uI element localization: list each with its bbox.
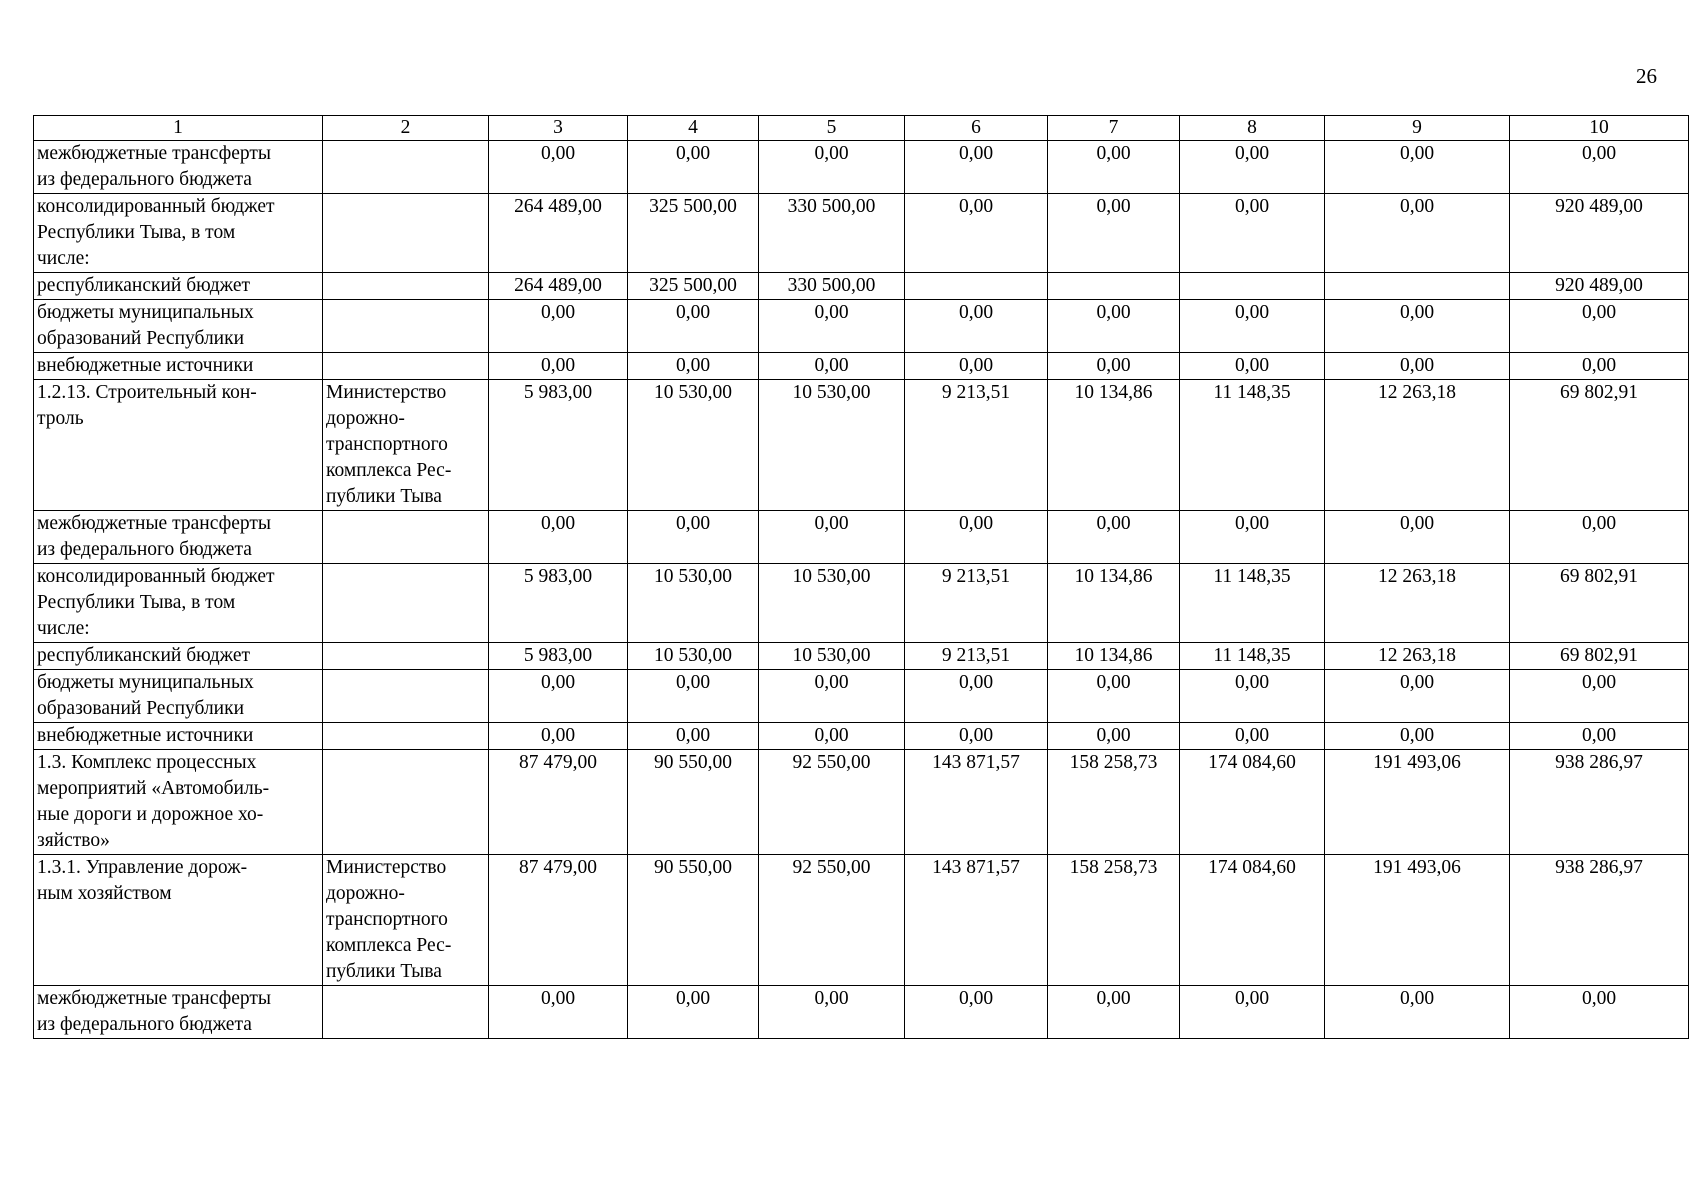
value-cell: 0,00 — [1510, 141, 1689, 194]
responsible-executor — [323, 194, 489, 273]
value-cell: 87 479,00 — [489, 750, 628, 855]
header-cell: 4 — [628, 116, 759, 141]
value-cell: 330 500,00 — [759, 194, 905, 273]
responsible-executor — [323, 723, 489, 750]
value-cell: 0,00 — [1180, 670, 1325, 723]
value-cell: 0,00 — [628, 986, 759, 1039]
value-cell: 0,00 — [1325, 141, 1510, 194]
value-cell: 920 489,00 — [1510, 194, 1689, 273]
value-cell: 938 286,97 — [1510, 750, 1689, 855]
value-cell: 0,00 — [759, 723, 905, 750]
responsible-executor — [323, 564, 489, 643]
value-cell: 0,00 — [1325, 723, 1510, 750]
value-cell: 10 530,00 — [628, 380, 759, 511]
responsible-executor — [323, 750, 489, 855]
responsible-executor — [323, 643, 489, 670]
value-cell: 0,00 — [1180, 194, 1325, 273]
responsible-executor — [323, 511, 489, 564]
value-cell — [1048, 273, 1180, 300]
value-cell: 143 871,57 — [905, 750, 1048, 855]
table-row — [34, 723, 1689, 750]
value-cell: 10 530,00 — [628, 564, 759, 643]
table-row — [34, 564, 1689, 643]
value-cell: 0,00 — [1510, 723, 1689, 750]
row-label: консолидированный бюджет Республики Тыва, в том числе: — [34, 564, 323, 643]
value-cell: 5 983,00 — [489, 380, 628, 511]
responsible-executor — [323, 670, 489, 723]
responsible-executor: Министерство дорожно- транспортного комплекса Рес- публики Тыва — [323, 855, 489, 986]
value-cell: 12 263,18 — [1325, 643, 1510, 670]
value-cell: 92 550,00 — [759, 855, 905, 986]
row-label: межбюджетные трансферты из федерального бюджета — [34, 986, 323, 1039]
value-cell — [905, 273, 1048, 300]
value-cell: 938 286,97 — [1510, 855, 1689, 986]
row-label: 1.3. Комплекс процессных мероприятий «Автомобиль- ные дороги и дорожное хо- зяйство» — [34, 750, 323, 855]
value-cell: 92 550,00 — [759, 750, 905, 855]
value-cell: 0,00 — [628, 141, 759, 194]
value-cell: 325 500,00 — [628, 194, 759, 273]
value-cell: 0,00 — [489, 511, 628, 564]
value-cell: 11 148,35 — [1180, 643, 1325, 670]
value-cell: 11 148,35 — [1180, 564, 1325, 643]
value-cell: 0,00 — [1325, 670, 1510, 723]
row-label: бюджеты муниципальных образований Республики — [34, 670, 323, 723]
value-cell: 5 983,00 — [489, 564, 628, 643]
responsible-executor — [323, 141, 489, 194]
value-cell: 12 263,18 — [1325, 380, 1510, 511]
header-cell: 6 — [905, 116, 1048, 141]
table-row — [34, 273, 1689, 300]
page-number: 26 — [1636, 64, 1657, 88]
value-cell: 0,00 — [905, 723, 1048, 750]
value-cell: 0,00 — [489, 353, 628, 380]
value-cell: 0,00 — [628, 300, 759, 353]
header-cell: 10 — [1510, 116, 1689, 141]
value-cell: 0,00 — [1325, 194, 1510, 273]
value-cell: 0,00 — [905, 141, 1048, 194]
value-cell: 0,00 — [1180, 353, 1325, 380]
value-cell: 0,00 — [759, 511, 905, 564]
value-cell: 158 258,73 — [1048, 750, 1180, 855]
value-cell: 0,00 — [1325, 511, 1510, 564]
value-cell: 10 530,00 — [759, 380, 905, 511]
value-cell: 0,00 — [1180, 300, 1325, 353]
value-cell: 330 500,00 — [759, 273, 905, 300]
value-cell: 0,00 — [1325, 986, 1510, 1039]
value-cell: 11 148,35 — [1180, 380, 1325, 511]
value-cell — [1325, 273, 1510, 300]
value-cell — [1180, 273, 1325, 300]
row-label: 1.2.13. Строительный кон- троль — [34, 380, 323, 511]
value-cell: 0,00 — [1048, 670, 1180, 723]
value-cell: 325 500,00 — [628, 273, 759, 300]
table-row — [34, 300, 1689, 353]
row-label: внебюджетные источники — [34, 723, 323, 750]
value-cell: 143 871,57 — [905, 855, 1048, 986]
table-row — [34, 141, 1689, 194]
row-label: межбюджетные трансферты из федерального бюджета — [34, 141, 323, 194]
value-cell: 0,00 — [628, 353, 759, 380]
value-cell: 0,00 — [489, 723, 628, 750]
responsible-executor — [323, 273, 489, 300]
value-cell: 0,00 — [759, 141, 905, 194]
table-row — [34, 194, 1689, 273]
table-row — [34, 643, 1689, 670]
value-cell: 10 134,86 — [1048, 380, 1180, 511]
value-cell: 191 493,06 — [1325, 855, 1510, 986]
value-cell: 0,00 — [905, 194, 1048, 273]
value-cell: 69 802,91 — [1510, 564, 1689, 643]
value-cell: 0,00 — [1180, 141, 1325, 194]
value-cell: 69 802,91 — [1510, 380, 1689, 511]
value-cell: 0,00 — [1180, 986, 1325, 1039]
header-cell: 1 — [34, 116, 323, 141]
table-row — [34, 670, 1689, 723]
value-cell: 0,00 — [1048, 353, 1180, 380]
value-cell: 0,00 — [489, 986, 628, 1039]
value-cell: 12 263,18 — [1325, 564, 1510, 643]
value-cell: 0,00 — [905, 511, 1048, 564]
value-cell: 10 134,86 — [1048, 643, 1180, 670]
header-cell: 2 — [323, 116, 489, 141]
value-cell: 0,00 — [759, 986, 905, 1039]
row-label: бюджеты муниципальных образований Республики — [34, 300, 323, 353]
row-label: внебюджетные источники — [34, 353, 323, 380]
value-cell: 69 802,91 — [1510, 643, 1689, 670]
value-cell: 0,00 — [1510, 353, 1689, 380]
header-row — [34, 116, 1689, 141]
table-row — [34, 750, 1689, 855]
value-cell: 9 213,51 — [905, 643, 1048, 670]
value-cell: 0,00 — [1048, 986, 1180, 1039]
value-cell: 0,00 — [905, 986, 1048, 1039]
value-cell: 0,00 — [628, 670, 759, 723]
value-cell: 0,00 — [1048, 723, 1180, 750]
table-row — [34, 353, 1689, 380]
header-cell: 3 — [489, 116, 628, 141]
value-cell: 0,00 — [905, 670, 1048, 723]
row-label: республиканский бюджет — [34, 273, 323, 300]
value-cell: 0,00 — [1510, 511, 1689, 564]
value-cell: 0,00 — [489, 300, 628, 353]
table-row — [34, 380, 1689, 511]
table-row — [34, 855, 1689, 986]
value-cell: 0,00 — [905, 353, 1048, 380]
value-cell: 174 084,60 — [1180, 855, 1325, 986]
value-cell: 0,00 — [1510, 670, 1689, 723]
value-cell: 0,00 — [1180, 511, 1325, 564]
value-cell: 0,00 — [759, 300, 905, 353]
value-cell: 0,00 — [1048, 300, 1180, 353]
value-cell: 90 550,00 — [628, 855, 759, 986]
header-cell: 5 — [759, 116, 905, 141]
value-cell: 264 489,00 — [489, 273, 628, 300]
value-cell: 0,00 — [905, 300, 1048, 353]
value-cell: 0,00 — [759, 670, 905, 723]
value-cell: 0,00 — [1325, 300, 1510, 353]
responsible-executor — [323, 986, 489, 1039]
header-cell: 8 — [1180, 116, 1325, 141]
value-cell: 9 213,51 — [905, 380, 1048, 511]
responsible-executor — [323, 300, 489, 353]
row-label: республиканский бюджет — [34, 643, 323, 670]
value-cell: 158 258,73 — [1048, 855, 1180, 986]
value-cell: 87 479,00 — [489, 855, 628, 986]
value-cell: 10 530,00 — [759, 643, 905, 670]
value-cell: 0,00 — [1048, 141, 1180, 194]
value-cell: 10 530,00 — [759, 564, 905, 643]
value-cell: 0,00 — [628, 723, 759, 750]
value-cell: 9 213,51 — [905, 564, 1048, 643]
value-cell: 0,00 — [1510, 986, 1689, 1039]
responsible-executor — [323, 353, 489, 380]
value-cell: 5 983,00 — [489, 643, 628, 670]
value-cell: 0,00 — [1048, 194, 1180, 273]
value-cell: 90 550,00 — [628, 750, 759, 855]
value-cell: 0,00 — [1510, 300, 1689, 353]
header-cell: 7 — [1048, 116, 1180, 141]
table-row — [34, 986, 1689, 1039]
value-cell: 10 134,86 — [1048, 564, 1180, 643]
value-cell: 920 489,00 — [1510, 273, 1689, 300]
value-cell: 0,00 — [1048, 511, 1180, 564]
value-cell: 0,00 — [489, 141, 628, 194]
value-cell: 10 530,00 — [628, 643, 759, 670]
value-cell: 0,00 — [1180, 723, 1325, 750]
budget-table — [33, 115, 1689, 1039]
value-cell: 191 493,06 — [1325, 750, 1510, 855]
header-cell: 9 — [1325, 116, 1510, 141]
row-label: консолидированный бюджет Республики Тыва, в том числе: — [34, 194, 323, 273]
row-label: 1.3.1. Управление дорож- ным хозяйством — [34, 855, 323, 986]
table-row — [34, 511, 1689, 564]
responsible-executor: Министерство дорожно- транспортного комплекса Рес- публики Тыва — [323, 380, 489, 511]
row-label: межбюджетные трансферты из федерального бюджета — [34, 511, 323, 564]
value-cell: 0,00 — [759, 353, 905, 380]
value-cell: 0,00 — [489, 670, 628, 723]
table-body — [34, 116, 1689, 1039]
value-cell: 264 489,00 — [489, 194, 628, 273]
value-cell: 0,00 — [1325, 353, 1510, 380]
value-cell: 174 084,60 — [1180, 750, 1325, 855]
value-cell: 0,00 — [628, 511, 759, 564]
